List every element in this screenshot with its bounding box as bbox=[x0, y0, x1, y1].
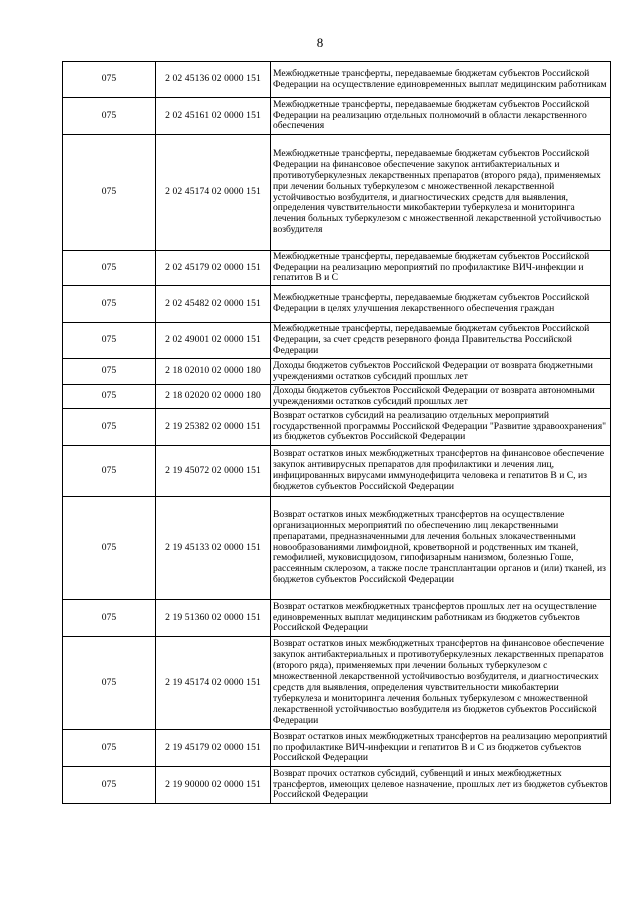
admin-code-cell: 075 bbox=[63, 409, 156, 446]
admin-code-cell: 075 bbox=[63, 359, 156, 385]
budget-code-cell: 2 19 45179 02 0000 151 bbox=[156, 730, 271, 767]
income-name-cell: Межбюджетные трансферты, передаваемые бюджетам субъектов Российской Федерации на реализацию отдельных полномочий в области лекарственного обеспечения bbox=[271, 98, 611, 135]
income-name-cell: Межбюджетные трансферты, передаваемые бюджетам субъектов Российской Федерации на финансовое обеспечение закупок антибактериальных и противотуберкулезных лекарственных препаратов (второго ряда), применяемых при лечении больных туберкулезом с множественной лекарственной устойчивостью возбудителя, и диагностических средств для выявления, определения чувствительности микобактерии туберкулеза и мониторинга лечения больных туберкулезом с множественной лекарственной устойчивостью возбудителя bbox=[271, 135, 611, 251]
table-row bbox=[63, 135, 611, 251]
admin-code-cell: 075 bbox=[63, 98, 156, 135]
budget-code-cell: 2 19 25382 02 0000 151 bbox=[156, 409, 271, 446]
table-body bbox=[63, 62, 611, 804]
budget-code-cell: 2 02 45482 02 0000 151 bbox=[156, 286, 271, 323]
admin-code-cell: 075 bbox=[63, 446, 156, 497]
admin-code-cell: 075 bbox=[63, 323, 156, 359]
budget-classification-table bbox=[62, 61, 611, 804]
income-name-cell: Межбюджетные трансферты, передаваемые бюджетам субъектов Российской Федерации в целях улучшения лекарственного обеспечения граждан bbox=[271, 286, 611, 323]
income-name-cell: Возврат остатков иных межбюджетных трансфертов на осуществление организационных мероприятий по обеспечению лиц лекарственными препаратами, предназначенными для лечения больных злокачественными новообразованиями лимфоидной, кроветворной и родственных им тканей, гемофилией, муковисцидозом, гипофизарным нанизмом, болезнью Гоше, рассеянным склерозом, а также после трансплантации органов и (или) тканей, из бюджетов субъектов Российской Федерации bbox=[271, 497, 611, 600]
budget-code-cell: 2 02 49001 02 0000 151 bbox=[156, 323, 271, 359]
admin-code-cell: 075 bbox=[63, 62, 156, 98]
budget-code-cell: 2 19 45174 02 0000 151 bbox=[156, 637, 271, 730]
table-row bbox=[63, 62, 611, 98]
income-name-cell: Возврат остатков субсидий на реализацию отдельных мероприятий государственной программы Российской Федерации "Развитие здравоохранения" из бюджетов субъектов Российской Федерации bbox=[271, 409, 611, 446]
table-row bbox=[63, 767, 611, 804]
admin-code-cell: 075 bbox=[63, 135, 156, 251]
income-name-cell: Доходы бюджетов субъектов Российской Федерации от возврата бюджетными учреждениями остатков субсидий прошлых лет bbox=[271, 359, 611, 385]
income-name-cell: Возврат остатков иных межбюджетных трансфертов на финансовое обеспечение закупок антивирусных препаратов для профилактики и лечения лиц, инфицированных вирусами иммунодефицита человека и гепатитов В и С, из бюджетов субъектов Российской Федерации bbox=[271, 446, 611, 497]
income-name-cell: Доходы бюджетов субъектов Российской Федерации от возврата автономными учреждениями остатков субсидий прошлых лет bbox=[271, 385, 611, 409]
admin-code-cell: 075 bbox=[63, 497, 156, 600]
admin-code-cell: 075 bbox=[63, 637, 156, 730]
table-row bbox=[63, 251, 611, 286]
table-row bbox=[63, 637, 611, 730]
table-row bbox=[63, 446, 611, 497]
page-number: 8 bbox=[316, 35, 324, 50]
budget-code-cell: 2 02 45174 02 0000 151 bbox=[156, 135, 271, 251]
table-row bbox=[63, 409, 611, 446]
budget-code-cell: 2 02 45179 02 0000 151 bbox=[156, 251, 271, 286]
budget-code-cell: 2 18 02020 02 0000 180 bbox=[156, 385, 271, 409]
income-name-cell: Возврат остатков межбюджетных трансфертов прошлых лет на осуществление единовременных выплат медицинским работникам из бюджетов субъектов Российской Федерации bbox=[271, 600, 611, 637]
budget-code-cell: 2 02 45136 02 0000 151 bbox=[156, 62, 271, 98]
income-name-cell: Возврат остатков иных межбюджетных трансфертов на реализацию мероприятий по профилактике ВИЧ-инфекции и гепатитов В и С из бюджетов субъектов Российской Федерации bbox=[271, 730, 611, 767]
table-row bbox=[63, 286, 611, 323]
table-row bbox=[63, 600, 611, 637]
budget-code-cell: 2 18 02010 02 0000 180 bbox=[156, 359, 271, 385]
budget-code-cell: 2 19 90000 02 0000 151 bbox=[156, 767, 271, 804]
admin-code-cell: 075 bbox=[63, 600, 156, 637]
income-name-cell: Межбюджетные трансферты, передаваемые бюджетам субъектов Российской Федерации на осуществление единовременных выплат медицинским работникам bbox=[271, 62, 611, 98]
table-row bbox=[63, 497, 611, 600]
income-name-cell: Межбюджетные трансферты, передаваемые бюджетам субъектов Российской Федерации, за счет средств резервного фонда Правительства Российской Федерации bbox=[271, 323, 611, 359]
admin-code-cell: 075 bbox=[63, 730, 156, 767]
income-name-cell: Возврат прочих остатков субсидий, субвенций и иных межбюджетных трансфертов, имеющих целевое назначение, прошлых лет из бюджетов субъектов Российской Федерации bbox=[271, 767, 611, 804]
income-name-cell: Межбюджетные трансферты, передаваемые бюджетам субъектов Российской Федерации на реализацию мероприятий по профилактике ВИЧ-инфекции и гепатитов В и С bbox=[271, 251, 611, 286]
admin-code-cell: 075 bbox=[63, 286, 156, 323]
budget-code-cell: 2 02 45161 02 0000 151 bbox=[156, 98, 271, 135]
income-name-cell: Возврат остатков иных межбюджетных трансфертов на финансовое обеспечение закупок антибактериальных и противотуберкулезных лекарственных препаратов (второго ряда), применяемых при лечении больных туберкулезом с множественной лекарственной устойчивостью возбудителя, и диагностических средств для выявления, определения чувствительности микобактерии туберкулеза и мониторинга лечения больных туберкулезом с множественной лекарственной устойчивостью возбудителя из бюджетов субъектов Российской Федерации bbox=[271, 637, 611, 730]
budget-code-cell: 2 19 45133 02 0000 151 bbox=[156, 497, 271, 600]
budget-code-cell: 2 19 51360 02 0000 151 bbox=[156, 600, 271, 637]
table-row bbox=[63, 730, 611, 767]
admin-code-cell: 075 bbox=[63, 251, 156, 286]
budget-code-cell: 2 19 45072 02 0000 151 bbox=[156, 446, 271, 497]
table-row bbox=[63, 323, 611, 359]
table-row bbox=[63, 98, 611, 135]
table-row bbox=[63, 385, 611, 409]
admin-code-cell: 075 bbox=[63, 385, 156, 409]
admin-code-cell: 075 bbox=[63, 767, 156, 804]
table-row bbox=[63, 359, 611, 385]
